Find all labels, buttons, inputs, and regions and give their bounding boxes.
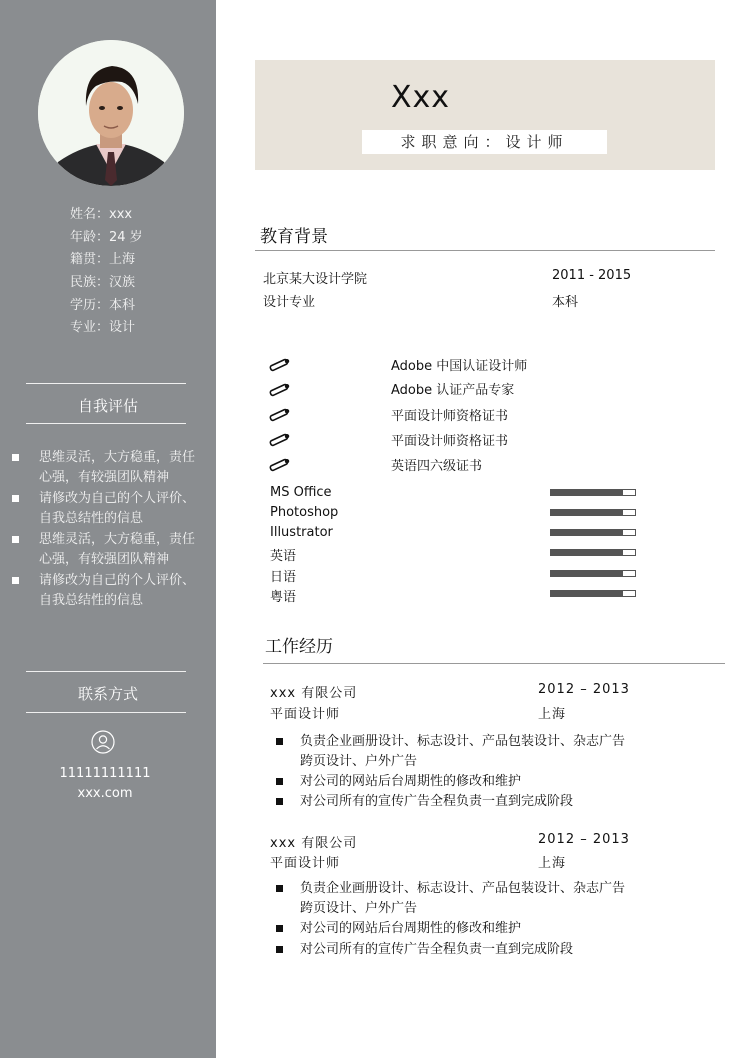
job-duty: 对公司的网站后台周期性的修改和维护 [276, 772, 636, 792]
sidebar [0, 0, 216, 1058]
user-icon [91, 730, 115, 754]
section-divider [263, 663, 725, 664]
skill-bar [550, 590, 636, 597]
job-duty: 对公司所有的宣传广告全程负责一直到完成阶段 [276, 940, 636, 960]
skill-bar [550, 489, 636, 496]
bullet-icon [12, 577, 19, 584]
divider [26, 383, 186, 384]
job-location: 上海 [538, 856, 567, 871]
profile-name: 姓名：xxx [70, 207, 133, 222]
profile-education: 学历：本科 [70, 298, 136, 313]
diploma-icon [268, 408, 292, 422]
job-position: 平面设计师 [270, 856, 341, 871]
bullet-icon [12, 536, 19, 543]
skill-bar [550, 549, 636, 556]
education-period: 2011 - 2015 [552, 268, 632, 283]
header-box [255, 60, 715, 170]
profile-major: 专业：设计 [70, 320, 136, 335]
bullet-icon [12, 495, 19, 502]
job-intention: 求职意向：设计师 [362, 130, 607, 154]
skill-bar-fill [551, 550, 623, 555]
skill-label: 粤语 [270, 590, 297, 605]
skill-label: MS Office [270, 485, 332, 500]
school-name: 北京某大设计学院 [263, 272, 368, 287]
bullet-icon [276, 885, 283, 892]
skill-bar-fill [551, 510, 623, 515]
bullet-icon [276, 946, 283, 953]
job-company: xxx 有限公司 [270, 686, 358, 701]
skill-label: 日语 [270, 570, 297, 585]
job-duty: 负责企业画册设计、标志设计、产品包装设计、杂志广告跨页设计、户外广告 [276, 879, 636, 919]
certificate-item: Adobe 认证产品专家 [391, 383, 515, 398]
divider [26, 712, 186, 713]
self-eval-item: 请修改为自己的个人评价、自我总结性的信息 [12, 571, 202, 611]
certificate-item: Adobe 中国认证设计师 [391, 359, 528, 374]
skill-label: Illustrator [270, 525, 333, 540]
skill-bar [550, 509, 636, 516]
job-duty: 对公司的网站后台周期性的修改和维护 [276, 919, 636, 939]
diploma-icon [268, 458, 292, 472]
self-eval-item: 思维灵活，大方稳重，责任心强，有较强团队精神 [12, 530, 202, 570]
education-degree: 本科 [552, 295, 579, 310]
profile-hometown: 籍贯：上海 [70, 252, 136, 267]
contact-email: xxx.com [77, 786, 133, 801]
divider [26, 671, 186, 672]
job-duty: 负责企业画册设计、标志设计、产品包装设计、杂志广告跨页设计、户外广告 [276, 732, 636, 772]
job-company: xxx 有限公司 [270, 836, 358, 851]
portrait-image [38, 40, 184, 186]
candidate-name: Xxx [391, 80, 451, 115]
contact-title: 联系方式 [77, 685, 138, 703]
diploma-icon [268, 358, 292, 372]
certificate-item: 平面设计师资格证书 [391, 434, 509, 449]
education-title: 教育背景 [260, 227, 328, 247]
education-major: 设计专业 [263, 295, 316, 310]
skill-bar-fill [551, 490, 623, 495]
skill-bar [550, 570, 636, 577]
avatar [38, 40, 184, 186]
job-location: 上海 [538, 707, 567, 722]
diploma-icon [268, 433, 292, 447]
job-duty: 对公司所有的宣传广告全程负责一直到完成阶段 [276, 792, 636, 812]
bullet-icon [276, 798, 283, 805]
skill-bar [550, 529, 636, 536]
job-period: 2012 – 2013 [538, 832, 630, 847]
profile-age: 年龄：24 岁 [70, 230, 143, 245]
skill-bar-fill [551, 571, 623, 576]
contact-phone: 11111111111 [59, 766, 151, 781]
certificate-item: 平面设计师资格证书 [391, 409, 509, 424]
diploma-icon [268, 383, 292, 397]
job-position: 平面设计师 [270, 707, 341, 722]
bullet-icon [276, 778, 283, 785]
bullet-icon [276, 925, 283, 932]
section-divider [255, 250, 715, 251]
bullet-icon [276, 738, 283, 745]
skill-label: 英语 [270, 549, 297, 564]
divider [26, 423, 186, 424]
skill-label: Photoshop [270, 505, 339, 520]
self-eval-item: 思维灵活，大方稳重，责任心强，有较强团队精神 [12, 448, 202, 488]
self-eval-title: 自我评估 [77, 397, 138, 415]
bullet-icon [12, 454, 19, 461]
job-period: 2012 – 2013 [538, 682, 630, 697]
certificate-item: 英语四六级证书 [391, 459, 483, 474]
skill-bar-fill [551, 591, 623, 596]
skill-bar-fill [551, 530, 623, 535]
self-eval-item: 请修改为自己的个人评价、自我总结性的信息 [12, 489, 202, 529]
profile-ethnicity: 民族：汉族 [70, 275, 136, 290]
work-title: 工作经历 [265, 637, 333, 657]
